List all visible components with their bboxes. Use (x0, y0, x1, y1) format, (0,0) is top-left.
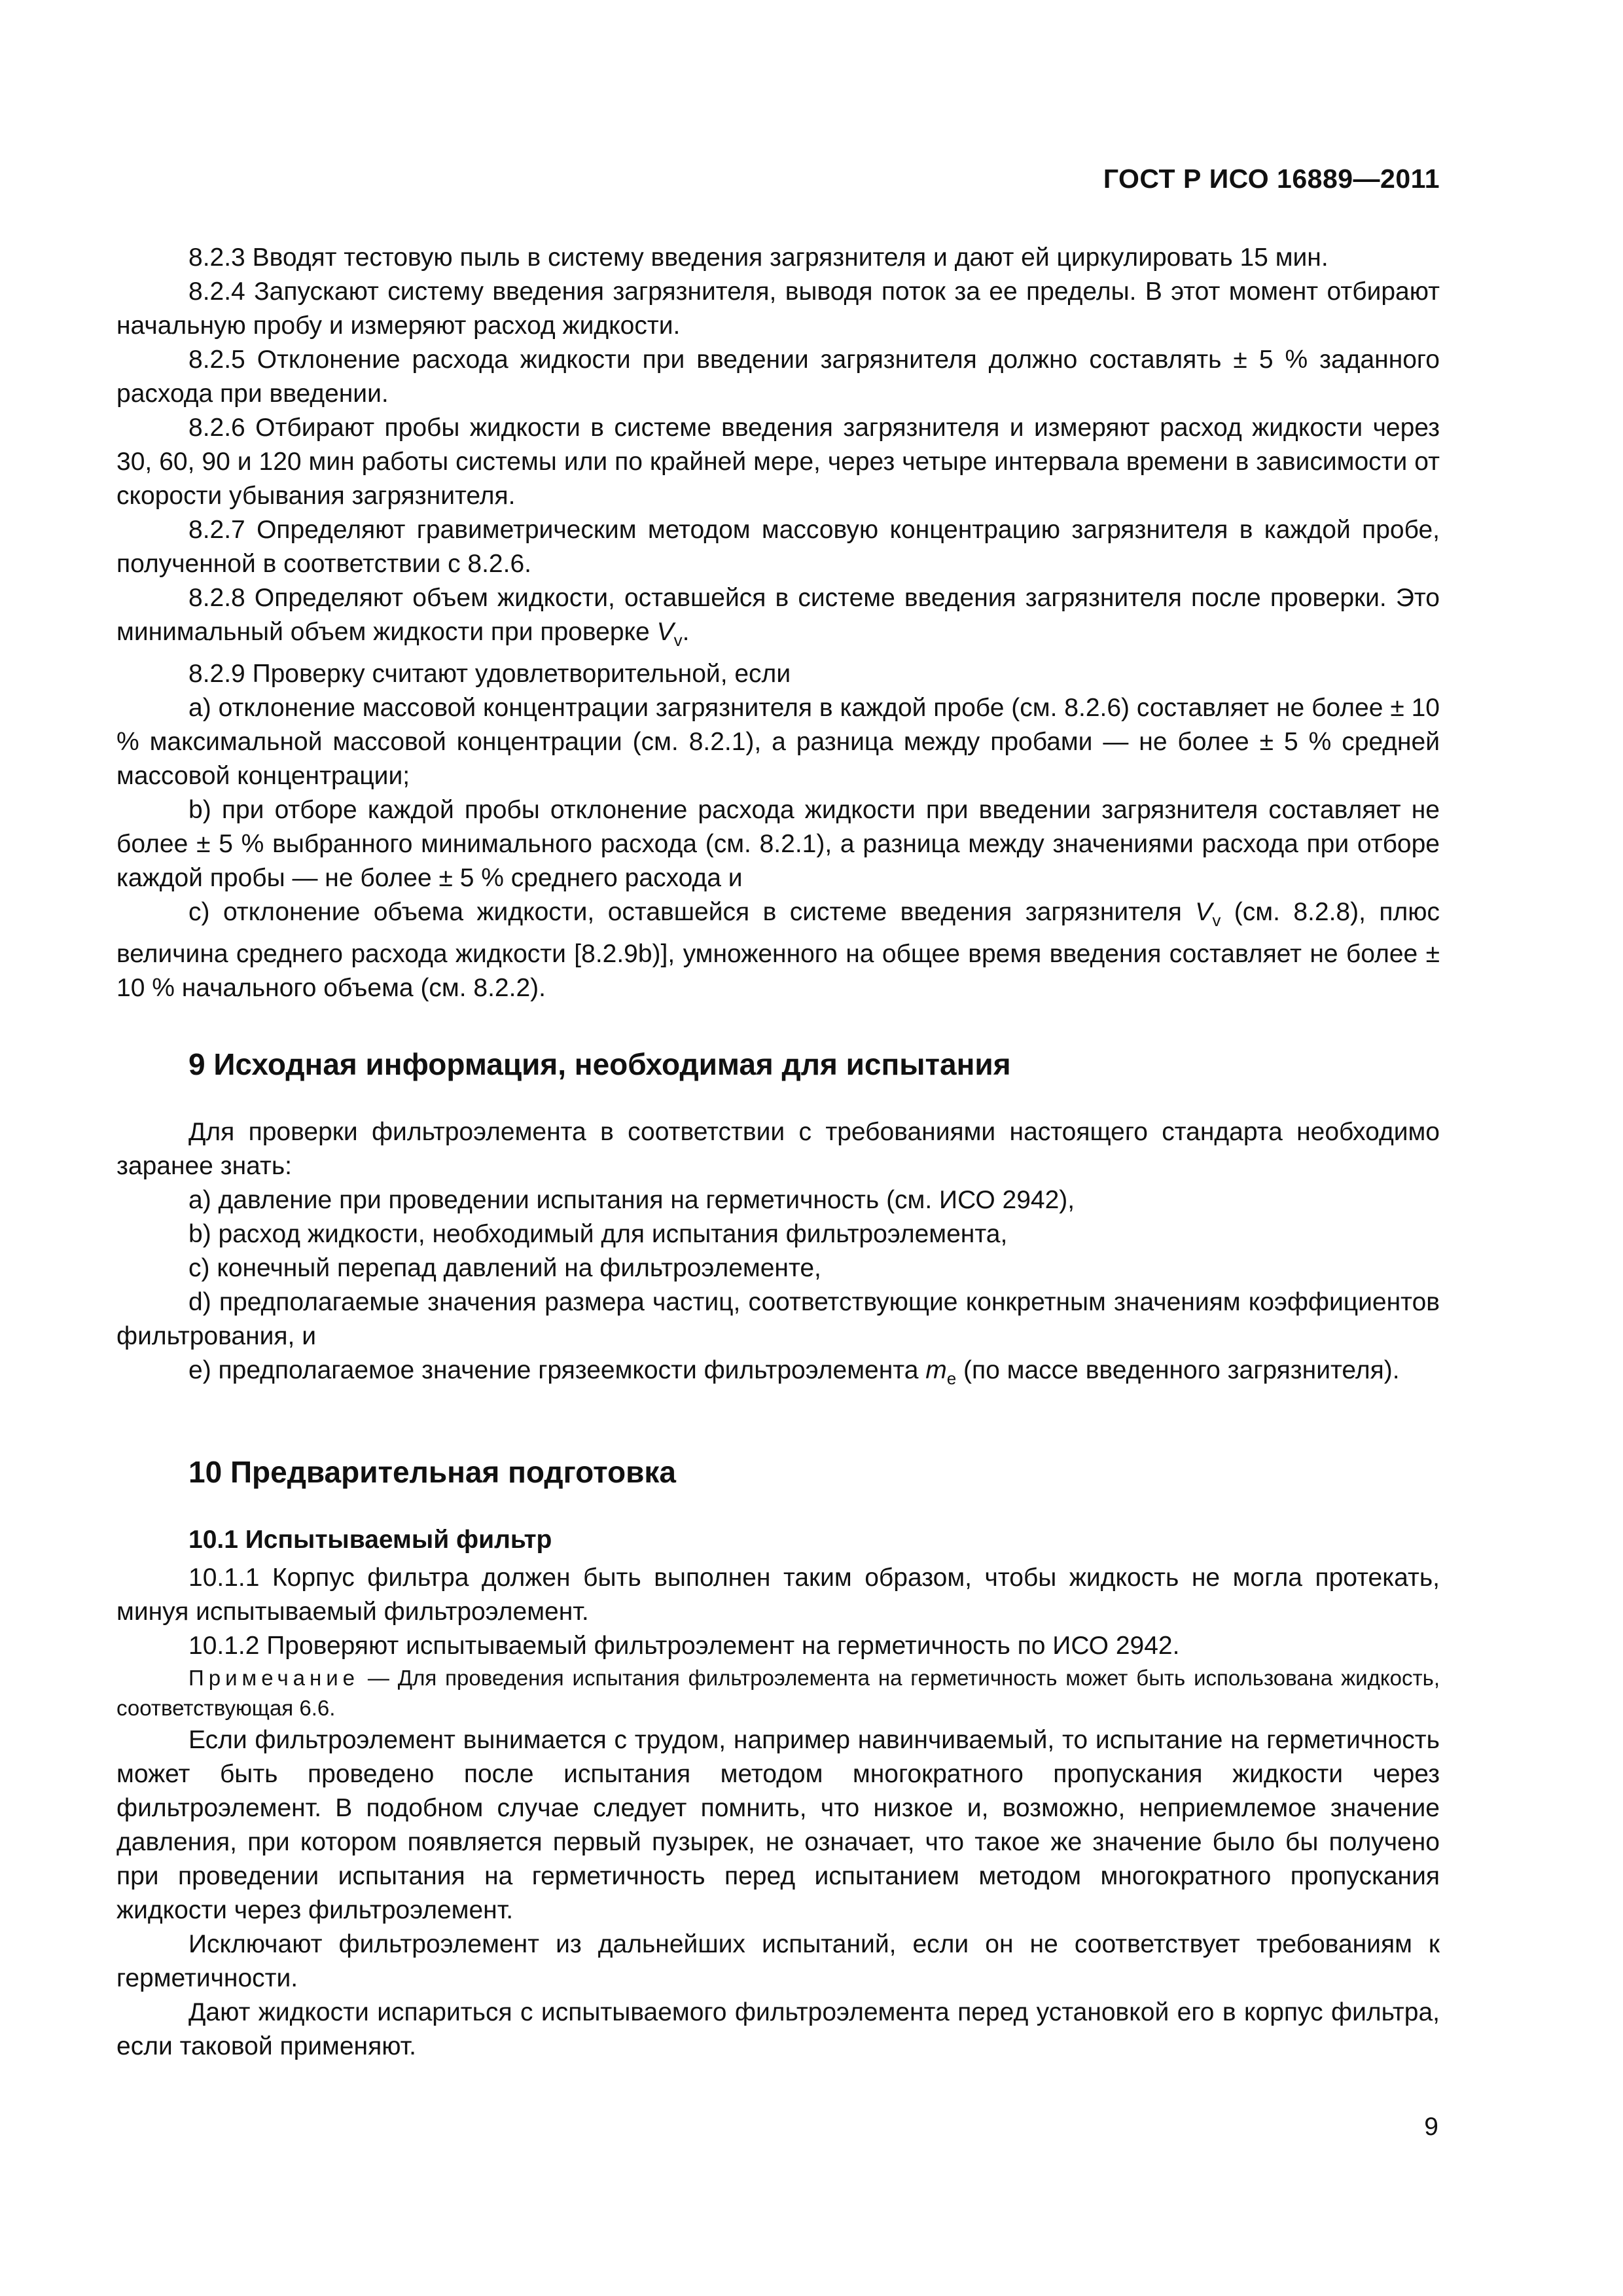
paragraph-8-2-3: 8.2.3 Вводят тестовую пыль в систему введения загрязнителя и дают ей циркулировать 15 мин. (188, 243, 1329, 272)
mass-symbol: m (925, 1355, 947, 1384)
list-item-c-text: c) отклонение объема жидкости, оставшейся в системе введения загрязнителя (188, 897, 1196, 926)
list-item-9-e (116, 1354, 1440, 1395)
list-item-9-b: b) расход жидкости, необходимый для испытания фильтроэлемента, (188, 1219, 1008, 1248)
list-item-8-2-9-a: a) отклонение массовой концентрации загрязнителя в каждой пробе (см. 8.2.6) составляет не более ± 10 % максимальной массовой концентрации (см. 8.2.1), а разница между пробами — не более ± 5 % средней массовой концентрации; (116, 693, 1440, 790)
list-item-9-d: d) предполагаемые значения размера частиц, соответствующие конкретным значениям коэффициентов фильтрования, и (116, 1287, 1440, 1350)
mass-subscript: e (946, 1368, 957, 1388)
note-text: — Для проведения испытания фильтроэлемента на герметичность может быть использована жидкость, соответствующая 6.6. (116, 1666, 1440, 1721)
paragraph-8-2-9: 8.2.9 Проверку считают удовлетворительной, если (188, 659, 791, 688)
page-number: 9 (1424, 2113, 1438, 2141)
list-item-9-a: a) давление при проведении испытания на герметичность (см. ИСО 2942), (188, 1185, 1075, 1214)
paragraph-10-1-body-3: Дают жидкости испариться с испытываемого фильтроэлемента перед установкой его в корпус фильтра, если таковой применяют. (116, 1998, 1440, 2061)
paragraph-10-1-2: 10.1.2 Проверяют испытываемый фильтроэлемент на герметичность по ИСО 2942. (188, 1632, 1180, 1660)
list-item-e-text: e) предполагаемое значение грязеемкости фильтроэлемента (188, 1355, 926, 1384)
paragraph-8-2-7: 8.2.7 Определяют гравиметрическим методом массовую концентрацию загрязнителя в каждой пробе, полученной в соответствии с 8.2.6. (116, 516, 1440, 578)
volume-symbol: V (656, 618, 674, 646)
volume-subscript: v (673, 630, 683, 650)
list-item-9-c: c) конечный перепад давлений на фильтроэлементе, (188, 1253, 821, 1282)
list-item-c-end: (см. 8.2.8), плюс величина среднего расхода жидкости [8.2.9b)], умноженного на общее время введения составляет не более ± 10 % начального объема (см. 8.2.2). (116, 897, 1440, 1002)
section-9-intro: Для проверки фильтроэлемента в соответствии с требованиями настоящего стандарта необходимо заранее знать: (116, 1117, 1440, 1180)
volume-subscript: v (1212, 910, 1221, 930)
section-10-heading: 10 Предварительная подготовка (188, 1455, 677, 1490)
section-9-heading: 9 Исходная информация, необходимая для испытания (188, 1047, 1011, 1081)
list-item-8-2-9-c (116, 895, 1440, 1005)
paragraph-8-2-8-text: 8.2.8 Определяют объем жидкости, оставшейся в системе введения загрязнителя после проверки. Это минимальный объем жидкости при проверке (116, 584, 1440, 646)
volume-symbol: V (1195, 897, 1213, 926)
paragraph-8-2-5: 8.2.5 Отклонение расхода жидкости при введении загрязнителя должно составлять ± 5 % заданного расхода при введении. (116, 346, 1440, 408)
subsection-10-1-heading: 10.1 Испытываемый фильтр (188, 1526, 552, 1554)
paragraph-10-1-1: 10.1.1 Корпус фильтра должен быть выполнен таким образом, чтобы жидкость не могла протекать, минуя испытываемый фильтроэлемент. (116, 1564, 1440, 1626)
note-label: Примечание (188, 1666, 360, 1691)
paragraph-8-2-8 (116, 581, 1440, 657)
paragraph-8-2-4: 8.2.4 Запускают систему введения загрязнителя, выводя поток за ее пределы. В этот момент отбирают начальную пробу и измеряют расход жидкости. (116, 278, 1440, 340)
paragraph-10-1-body-1: Если фильтроэлемент вынимается с трудом, например навинчиваемый, то испытание на герметичность может быть проведено после испытания методом многократного пропускания жидкости через фильтроэлемент. В подобном случае следует помнить, что низкое и, возможно, неприемлемое значение давления, при котором появляется первый пузырек, не означает, что такое же значение было бы получено при проведении испытания на герметичность перед испытанием методом многократного пропускания жидкости через фильтроэлемент. (116, 1726, 1440, 1925)
page-content (116, 241, 1440, 2064)
document-header: ГОСТ Р ИСО 16889—2011 (1103, 164, 1440, 194)
list-item-8-2-9-b: b) при отборе каждой пробы отклонение расхода жидкости при введении загрязнителя составляет не более ± 5 % выбранного минимального расхода (см. 8.2.1), а разница между значениями расхода при отборе каждой пробы — не более ± 5 % среднего расхода и (116, 795, 1440, 892)
note (116, 1663, 1440, 1723)
list-item-e-end: (по массе введенного загрязнителя). (956, 1355, 1400, 1384)
paragraph-8-2-6: 8.2.6 Отбирают пробы жидкости в системе введения загрязнителя и измеряют расход жидкости через 30, 60, 90 и 120 мин работы системы или по крайней мере, через четыре интервала времени в зависимости от скорости убывания загрязнителя. (116, 414, 1440, 510)
paragraph-8-2-8-end: . (682, 618, 690, 646)
paragraph-10-1-body-2: Исключают фильтроэлемент из дальнейших испытаний, если он не соответствует требованиям к герметичности. (116, 1930, 1440, 1993)
